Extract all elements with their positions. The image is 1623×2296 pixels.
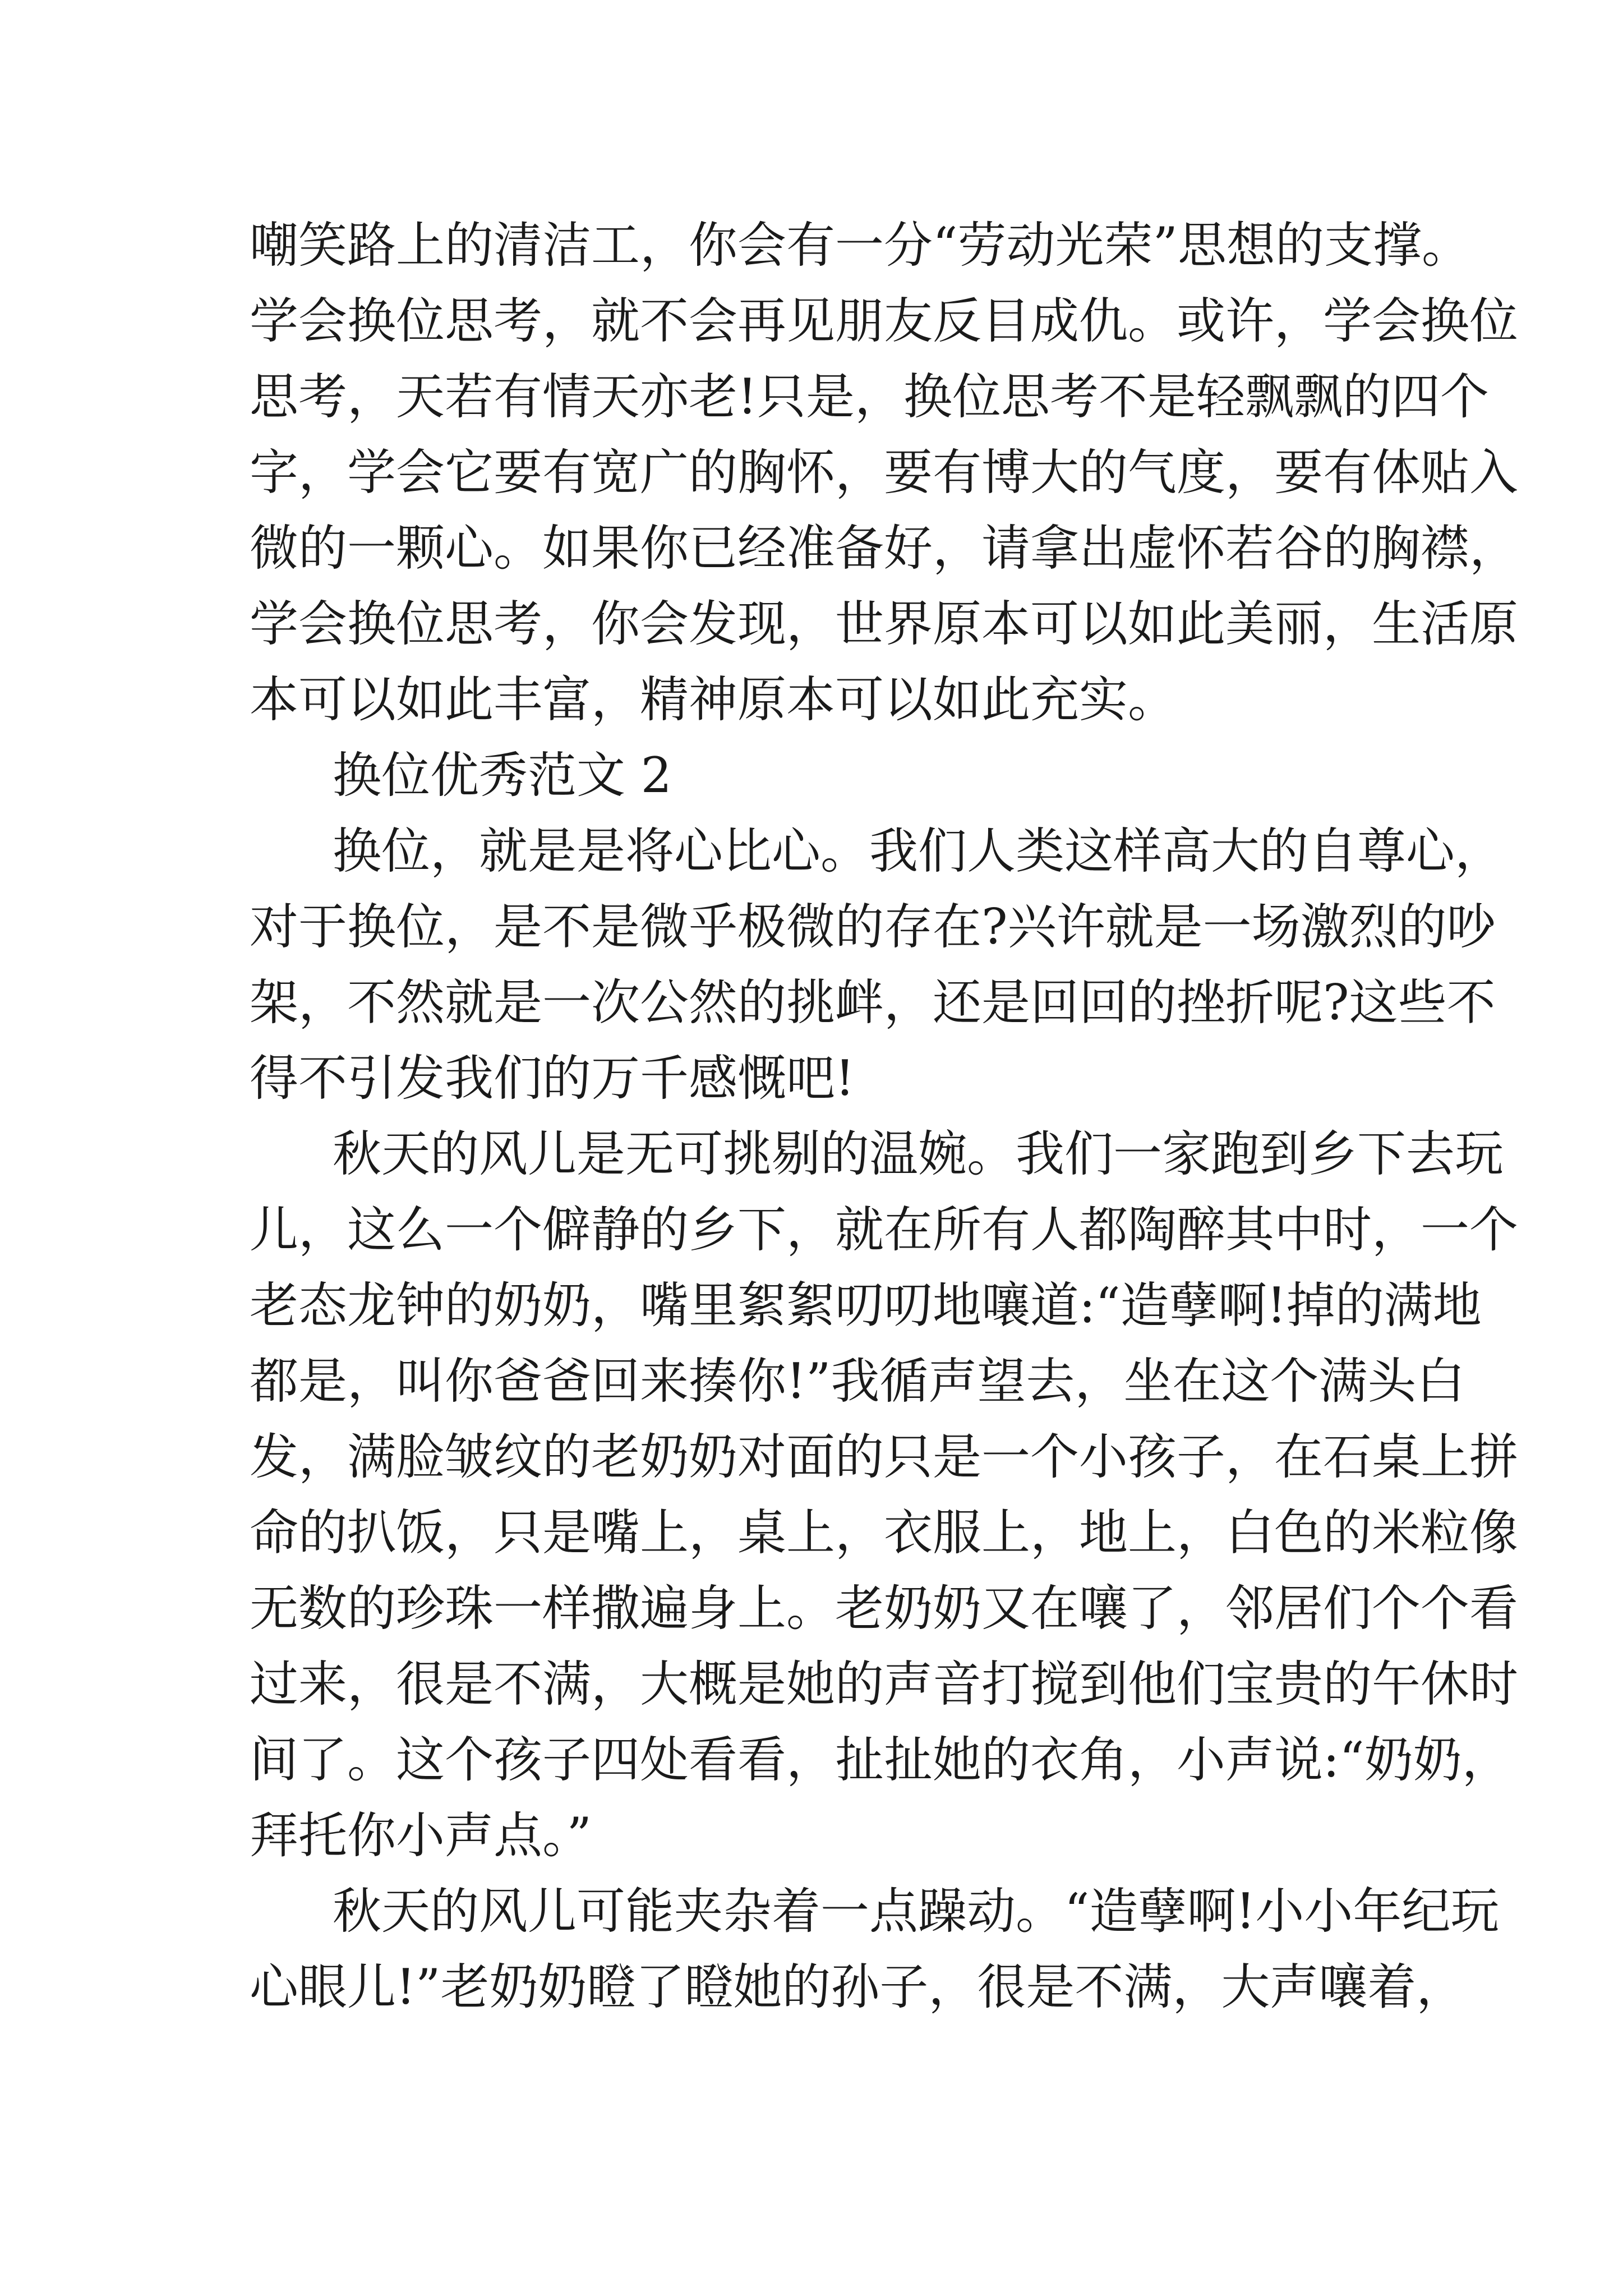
text-line: 都是，叫你爸爸回来揍你!”我循声望去，坐在这个满头白 bbox=[250, 1352, 1465, 1410]
text-line: 字，学会它要有宽广的胸怀，要有博大的气度，要有体贴入 bbox=[250, 444, 1518, 501]
text-line: 老态龙钟的奶奶，嘴里絮絮叨叨地嚷道:“造孽啊!掉的满地 bbox=[250, 1277, 1482, 1334]
text-line: 心眼儿!”老奶奶瞪了瞪她的孙子，很是不满，大声嚷着， bbox=[250, 1958, 1465, 2016]
text-line: 本可以如此丰富，精神原本可以如此充实。 bbox=[250, 671, 1177, 728]
text-line: 架，不然就是一次公然的挑衅，还是回回的挫折呢?这些不 bbox=[250, 974, 1496, 1031]
text-line: 思考，天若有情天亦老!只是，换位思考不是轻飘飘的四个 bbox=[250, 368, 1489, 425]
section-heading bbox=[250, 738, 1405, 813]
text-line: 儿，这么一个僻静的乡下，就在所有人都陶醉其中时，一个 bbox=[250, 1201, 1518, 1258]
text-line: 得不引发我们的万千感慨吧! bbox=[250, 1050, 855, 1107]
text-line: 微的一颗心。如果你已经准备好，请拿出虚怀若谷的胸襟， bbox=[250, 519, 1518, 577]
paragraph-3 bbox=[250, 1116, 1518, 1874]
text-line: 间了。这个孩子四处看看，扯扯她的衣角，小声说:“奶奶， bbox=[250, 1731, 1511, 1788]
text-line: 秋天的风儿是无可挑剔的温婉。我们一家跑到乡下去玩 bbox=[333, 1125, 1504, 1182]
document-body bbox=[250, 208, 1518, 2025]
text-line: 换位，就是是将心比心。我们人类这样高大的自尊心， bbox=[333, 822, 1504, 880]
text-line: 发，满脸皱纹的老奶奶对面的只是一个小孩子，在石桌上拼 bbox=[250, 1428, 1518, 1485]
paragraph-2 bbox=[250, 813, 1504, 1116]
text-line: 学会换位思考，你会发现，世界原本可以如此美丽，生活原 bbox=[250, 595, 1518, 652]
text-line: 命的扒饭，只是嘴上，桌上，衣服上，地上，白色的米粒像 bbox=[250, 1504, 1518, 1561]
text-line: 嘲笑路上的清洁工，你会有一分“劳动光荣”思想的支撑。 bbox=[250, 217, 1470, 274]
paragraph-1-continued bbox=[250, 208, 1518, 738]
text-line: 过来，很是不满，大概是她的声音打搅到他们宝贵的午休时 bbox=[250, 1655, 1518, 1713]
section-heading-text: 换位优秀范文 2 bbox=[333, 747, 672, 804]
text-line: 学会换位思考，就不会再见朋友反目成仇。或许，学会换位 bbox=[250, 292, 1518, 349]
text-line: 秋天的风儿可能夹杂着一点躁动。“造孽啊!小小年纪玩 bbox=[333, 1883, 1500, 1940]
text-line: 拜托你小声点。” bbox=[250, 1807, 592, 1864]
text-line: 无数的珍珠一样撒遍身上。老奶奶又在嚷了，邻居们个个看 bbox=[250, 1580, 1518, 1637]
paragraph-4 bbox=[250, 1874, 1500, 2025]
text-line: 对于换位，是不是微乎极微的存在?兴许就是一场激烈的吵 bbox=[250, 898, 1496, 955]
